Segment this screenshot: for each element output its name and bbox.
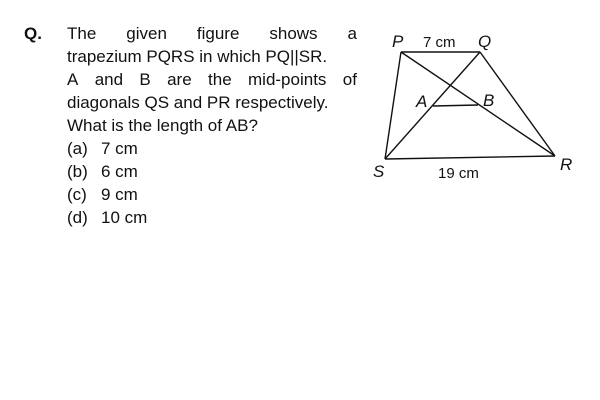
option-letter: (b) xyxy=(67,162,88,181)
question-line-4: diagonals QS and PR respectively. xyxy=(67,93,329,112)
side-sr xyxy=(385,156,555,159)
option-c xyxy=(67,183,147,206)
option-letter: (d) xyxy=(67,208,88,227)
option-text: 10 cm xyxy=(101,208,148,227)
option-d xyxy=(67,206,147,229)
label-q: Q xyxy=(478,32,492,51)
option-letter: (a) xyxy=(67,139,88,158)
question-line-1: The given figure shows a xyxy=(67,24,357,43)
question-line-2: trapezium PQRS in which PQ||SR. xyxy=(67,47,328,66)
question-line-3: A and B are the mid-points of xyxy=(67,70,357,89)
option-a xyxy=(67,137,147,160)
label-a: A xyxy=(416,92,428,111)
label-p: P xyxy=(392,32,404,51)
option-letter: (c) xyxy=(67,185,87,204)
question-line-5: What is the length of AB? xyxy=(67,116,258,135)
question-text xyxy=(67,22,357,137)
segment-ab xyxy=(433,105,478,106)
question-label: Q. xyxy=(24,24,42,43)
top-length-label: 7 cm xyxy=(423,34,456,51)
label-s: S xyxy=(373,162,385,181)
option-text: 9 cm xyxy=(101,185,138,204)
label-r: R xyxy=(560,155,573,174)
option-b xyxy=(67,160,147,183)
bottom-length-label: 19 cm xyxy=(438,165,479,182)
option-text: 7 cm xyxy=(101,139,138,158)
label-b: B xyxy=(483,91,495,110)
option-text: 6 cm xyxy=(101,162,138,181)
trapezium-figure xyxy=(365,26,590,186)
options-list xyxy=(67,137,147,229)
